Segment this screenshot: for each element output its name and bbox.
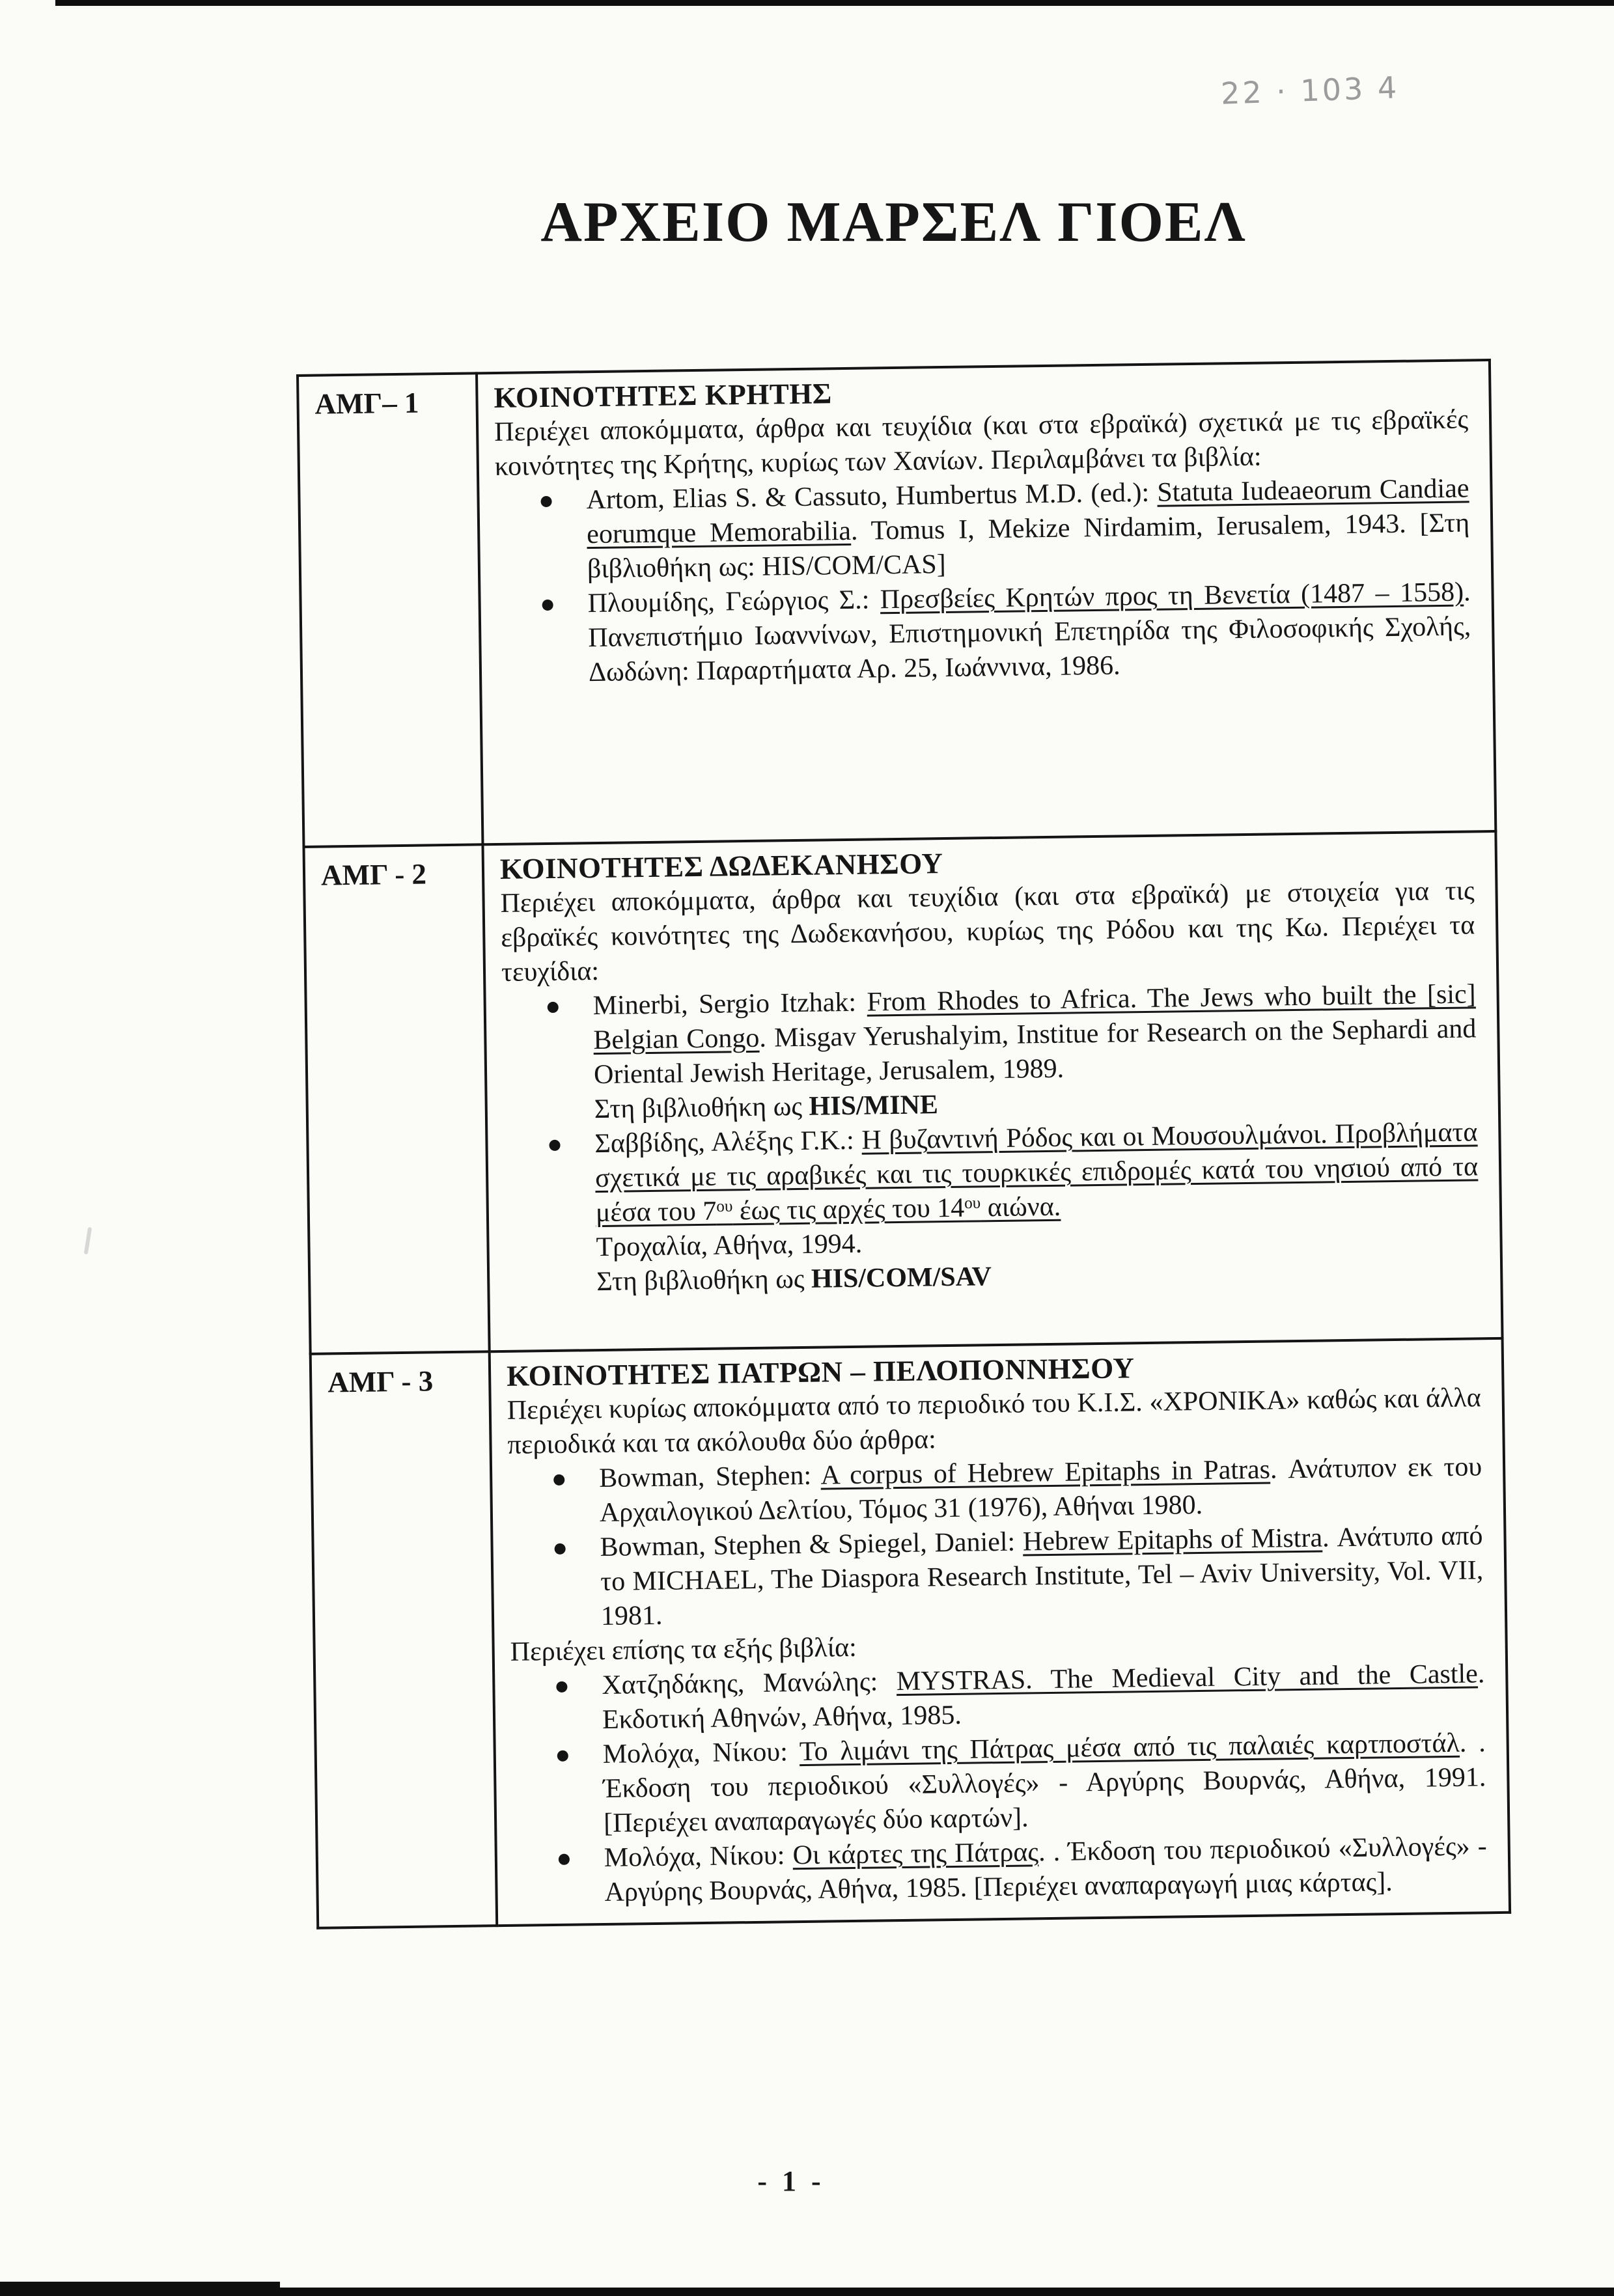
superscript-text: ου: [964, 1194, 981, 1213]
text-segment: . Ανάτυπον εκ του Αρχαιλογικού Δελτίου, Τόμος 31 (1976), Αθήναι 1980.: [599, 1452, 1482, 1528]
page-number: - 1 -: [757, 2165, 825, 2197]
text-segment: Μολόχα, Νίκου:: [604, 1840, 793, 1874]
text-segment: Πρεσβείες Κρητών προς τη Βενετία (1487 – 1558): [880, 577, 1464, 615]
text-segment: A corpus of Hebrew Epitaphs in Patras: [820, 1454, 1271, 1491]
text-segment: . Εκδοτική Αθηνών, Αθήνα, 1985.: [602, 1659, 1485, 1736]
text-segment: Περιέχει επίσης τα εξής βιβλία:: [510, 1632, 857, 1667]
row-heading: ΚΟΙΝΟΤΗΤΕΣ ΚΡΗΤΗΣ: [494, 377, 833, 415]
text-segment: Bowman, Stephen & Spiegel, Daniel:: [600, 1527, 1023, 1563]
text-segment: From Rhodes to Africa. The Jews who built the [sic] Belgian Congo: [593, 979, 1476, 1056]
text-segment: Bowman, Stephen:: [598, 1460, 821, 1494]
text-segment: . . Έκδοση του περιοδικού «Συλλογές» - Αργύρης Βουρνάς, Αθήνα, 1991. [Περιέχει αναπαραγωγές δύο καρτών].: [603, 1728, 1486, 1839]
text-segment: Οι κάρτες της Πάτρας: [792, 1837, 1039, 1871]
paragraph: [494, 402, 1469, 484]
text-segment: έως τις αρχές του 14: [732, 1193, 965, 1226]
text-segment: MYSTRAS. The Medieval City and the Castle: [896, 1659, 1479, 1697]
row-heading: ΚΟΙΝΟΤΗΤΕΣ ΔΩΔΕΚΑΝΗΣΟΥ: [499, 847, 943, 885]
paragraph: [507, 1381, 1482, 1463]
text-segment: Statuta Iudeaeorum Candiae eorumque Memorabilia: [586, 473, 1469, 550]
text-segment: Στη βιβλιοθήκη ως: [594, 1091, 809, 1125]
text-segment: Minerbi, Sergio Itzhak:: [592, 987, 867, 1021]
text-segment: . Tomus I, Mekize Nirdamim, Ierusalem, 1943. [Στη βιβλιοθήκη ως: HIS/COM/CAS]: [587, 508, 1470, 585]
archive-table: [296, 359, 1511, 1929]
table-row: [304, 831, 1503, 1354]
text-segment: αιώνα.: [980, 1191, 1061, 1223]
archive-table-body: [298, 360, 1510, 1928]
text-segment: Πλουμίδης, Γεώργιος Σ.:: [587, 585, 881, 619]
bullet-item: [495, 471, 1470, 588]
text-segment: Το λιμάνι της Πάτρας μέσα από τις παλαιές καρτποστάλ: [799, 1728, 1460, 1767]
text-segment: . Misgav Yerushalyim, Institue for Research on the Sephardi and Oriental Jewish Heritage, Jerusalem, 1989.: [593, 1014, 1477, 1090]
text-segment: . Ανάτυπο από το MICHAEL, The Diaspora Research Institute, Tel – Aviv University, Vol. VII, 1981.: [600, 1521, 1484, 1632]
archive-table-wrap: [296, 359, 1511, 1929]
scan-edge-top: [55, 0, 1614, 6]
text-segment: Hebrew Epitaphs of Mistra: [1022, 1523, 1323, 1557]
text-segment: . Πανεπιστήμιο Ιωαννίνων, Επιστημονική Επετηρίδα της Φιλοσοφικής Σχολής, Δωδώνη: Παραρτήματα Αρ. 25, Ιωάννινα, 1986.: [588, 577, 1471, 688]
bullet-item: [501, 977, 1477, 1128]
margin-mark: [84, 1227, 92, 1254]
text-segment: Περιέχει αποκόμματα, άρθρα και τευχίδια (και στα εβραϊκά) με στοιχεία για τις εβραϊκές κοινότητες της Δωδεκανήσου, κυρίως της Ρόδου και της Κω. Περιέχει τα τευχίδια:: [500, 876, 1475, 988]
text-segment: Τροχαλία, Αθήνα, 1994.: [596, 1228, 863, 1263]
row-heading: ΚΟΙΝΟΤΗΤΕΣ ΠΑΤΡΩΝ – ΠΕΛΟΠΟΝΝΗΣΟΥ: [506, 1351, 1135, 1392]
row-id-cell: ΑΜΓ - 3: [311, 1351, 497, 1928]
text-segment: HIS/MINE: [809, 1090, 939, 1122]
bullet-item: [513, 1829, 1488, 1911]
text-segment: [964, 1193, 981, 1223]
row-content-cell: [490, 1338, 1510, 1926]
row-id-cell: ΑΜΓ - 2: [304, 844, 490, 1354]
page-title: ΑΡΧΕΙΟ ΜΑΡΣΕΛ ΓΙΟΕΛ: [540, 191, 1247, 254]
text-segment: Στη βιβλιοθήκη ως: [596, 1264, 812, 1297]
bullet-item: [511, 1726, 1486, 1842]
text-segment: Artom, Elias S. & Cassuto, Humbertus M.D. (ed.):: [586, 477, 1158, 516]
bullet-item: [510, 1657, 1485, 1739]
bullet-item: [503, 1115, 1479, 1301]
text-segment: . . Έκδοση του περιοδικού «Συλλογές» - Αργύρης Βουρνάς, Αθήνα, 1985. [Περιέχει αναπαραγωγή μιας κάρτας].: [604, 1831, 1488, 1907]
text-segment: Περιέχει κυρίως αποκόμματα από το περιοδικό του Κ.Ι.Σ. «ΧΡΟΝΙΚΑ» καθώς και άλλα περιοδικά και τα ακόλουθα δύο άρθρα:: [507, 1383, 1482, 1460]
table-row: [311, 1338, 1510, 1928]
row-content-cell: [482, 831, 1502, 1351]
text-segment: Χατζηδάκης, Μανώλης:: [602, 1667, 897, 1701]
bullet-item: [508, 1519, 1484, 1635]
handwritten-note: 22 · 103 4: [1220, 70, 1400, 111]
bullet-item: [508, 1450, 1482, 1532]
bullet-item: [496, 575, 1471, 691]
text-segment: [716, 1196, 733, 1226]
row-id-cell: ΑΜΓ– 1: [298, 373, 482, 847]
superscript-text: ου: [716, 1197, 733, 1216]
scan-edge-bottom-left: [0, 2282, 280, 2296]
text-segment: HIS/COM/SAV: [811, 1262, 992, 1294]
row-content-cell: [477, 360, 1496, 844]
paragraph: [500, 874, 1475, 990]
table-row: [298, 360, 1496, 847]
text-segment: Περιέχει αποκόμματα, άρθρα και τευχίδια (και στα εβραϊκά) σχετικά με τις εβραϊκές κοινότητες της Κρήτης, κυρίως των Χανίων. Περιλαμβάνει τα βιβλία:: [494, 404, 1469, 482]
text-segment: Η βυζαντινή Ρόδος και οι Μουσουλμάνοι. Προβλήματα σχετικά με τις αραβικές και τις τουρκικές επιδρομές κατά του νησιού από τα μέσα του 7: [594, 1117, 1479, 1228]
text-segment: Μολόχα, Νίκου:: [602, 1737, 800, 1770]
text-segment: Σαββίδης, Αλέξης Γ.Κ.:: [594, 1125, 862, 1159]
